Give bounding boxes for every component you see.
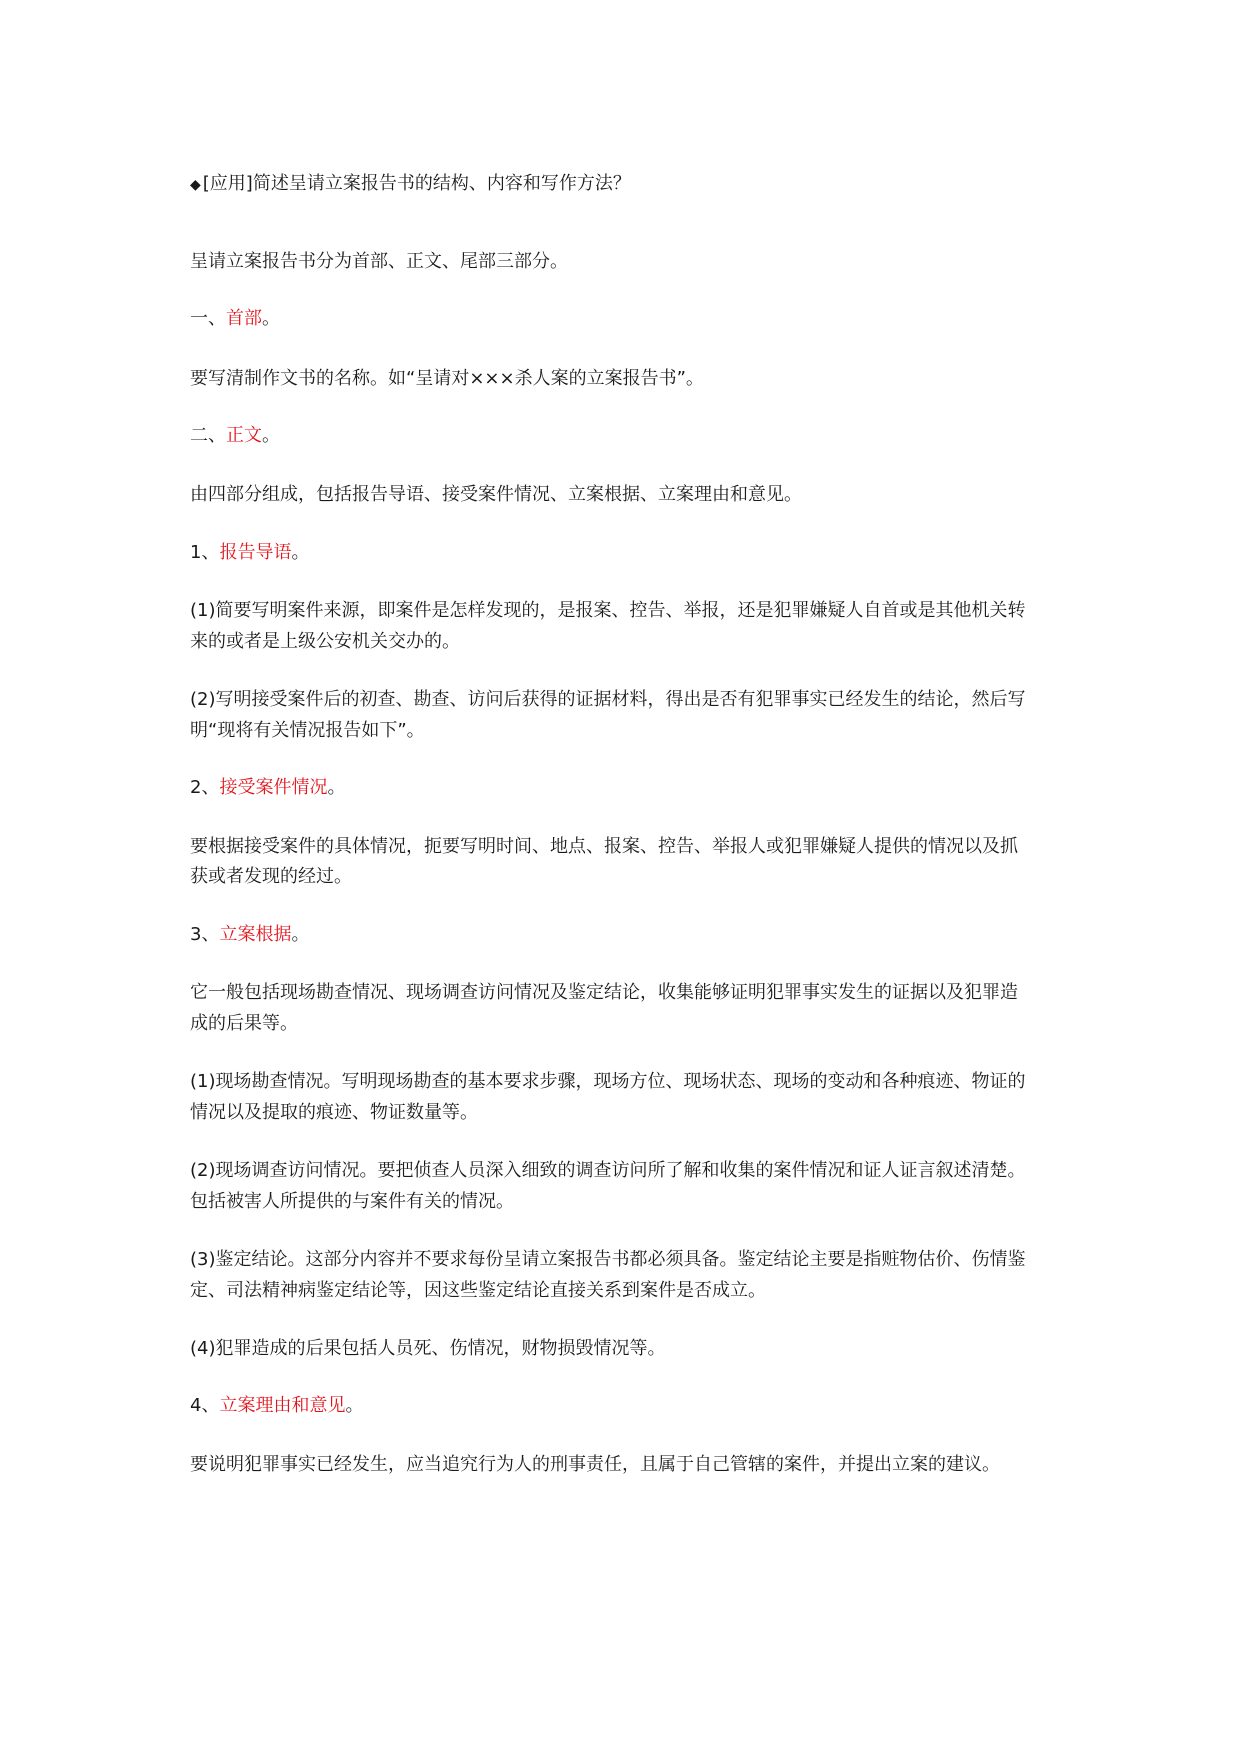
paragraph-line: 要根据接受案件的具体情况，扼要写明时间、地点、报案、控告、举报人或犯罪嫌疑人提供的情况以及抓	[190, 836, 1018, 857]
heading-suffix: 。	[345, 1395, 364, 1416]
question-text: [应用]简述呈请立案报告书的结构、内容和写作方法？	[202, 173, 631, 194]
heading-suffix: 。	[291, 924, 310, 945]
paragraph-line: (1)现场勘查情况。写明现场勘查的基本要求步骤，现场方位、现场状态、现场的变动和各种痕迹、物证的	[190, 1071, 1026, 1092]
heading-prefix: 3、	[190, 924, 220, 945]
paragraph-line: 成的后果等。	[190, 1013, 298, 1034]
heading-suffix: 。	[327, 777, 346, 798]
heading-prefix: 一、	[190, 308, 226, 329]
paragraph-line: 定、司法精神病鉴定结论等，因这些鉴定结论直接关系到案件是否成立。	[190, 1280, 766, 1301]
paragraph-line: (1)简要写明案件来源，即案件是怎样发现的，是报案、控告、举报，还是犯罪嫌疑人自首或是其他机关转	[190, 600, 1026, 621]
heading-prefix: 1、	[190, 542, 220, 563]
sub-heading-1	[190, 537, 1070, 569]
heading-title: 报告导语	[219, 542, 292, 563]
paragraph-line: 情况以及提取的痕迹、物证数量等。	[190, 1102, 478, 1123]
question-line	[190, 168, 1070, 201]
paragraph-line: 它一般包括现场勘查情况、现场调查访问情况及鉴定结论，收集能够证明犯罪事实发生的证据以及犯罪造	[190, 982, 1018, 1003]
paragraph-line: (4)犯罪造成的后果包括人员死、伤情况，财物损毁情况等。	[190, 1338, 666, 1359]
heading-title: 立案理由和意见	[219, 1395, 346, 1416]
paragraph-line: 包括被害人所提供的与案件有关的情况。	[190, 1191, 514, 1212]
paragraph-line: 明“现将有关情况报告如下”。	[190, 720, 425, 741]
heading-title: 接受案件情况	[219, 777, 328, 798]
heading-title: 首部	[226, 308, 262, 329]
heading-suffix: 。	[262, 425, 280, 446]
heading-prefix: 4、	[190, 1395, 220, 1416]
section-heading-1	[190, 303, 1070, 335]
paragraph-line: 来的或者是上级公安机关交办的。	[190, 631, 460, 652]
paragraph-line: (2)现场调查访问情况。要把侦查人员深入细致的调查访问所了解和收集的案件情况和证人证言叙述清楚。	[190, 1160, 1026, 1181]
heading-prefix: 2、	[190, 777, 220, 798]
diamond-bullet-icon: ◆	[190, 177, 201, 193]
paragraph-line: (2)写明接受案件后的初查、勘查、访问后获得的证据材料，得出是否有犯罪事实已经发生的结论，然后写	[190, 689, 1026, 710]
paragraph-line: 获或者发现的经过。	[190, 866, 352, 887]
section-2-body: 由四部分组成，包括报告导语、接受案件情况、立案根据、立案理由和意见。	[190, 484, 802, 505]
section-heading-2	[190, 420, 1070, 452]
paragraph-line: 要说明犯罪事实已经发生，应当追究行为人的刑事责任，且属于自己管辖的案件，并提出立案的建议。	[190, 1454, 1000, 1475]
heading-suffix: 。	[262, 308, 280, 329]
heading-title: 正文	[226, 425, 262, 446]
heading-suffix: 。	[291, 542, 310, 563]
intro-paragraph: 呈请立案报告书分为首部、正文、尾部三部分。	[190, 251, 568, 272]
section-1-body: 要写清制作文书的名称。如“呈请对×××杀人案的立案报告书”。	[190, 368, 704, 389]
sub-heading-2	[190, 772, 1070, 804]
heading-prefix: 二、	[190, 425, 226, 446]
sub-heading-4	[190, 1390, 1070, 1422]
heading-title: 立案根据	[219, 924, 292, 945]
paragraph-line: (3)鉴定结论。这部分内容并不要求每份呈请立案报告书都必须具备。鉴定结论主要是指赃物估价、伤情鉴	[190, 1249, 1026, 1270]
sub-heading-3	[190, 919, 1070, 951]
